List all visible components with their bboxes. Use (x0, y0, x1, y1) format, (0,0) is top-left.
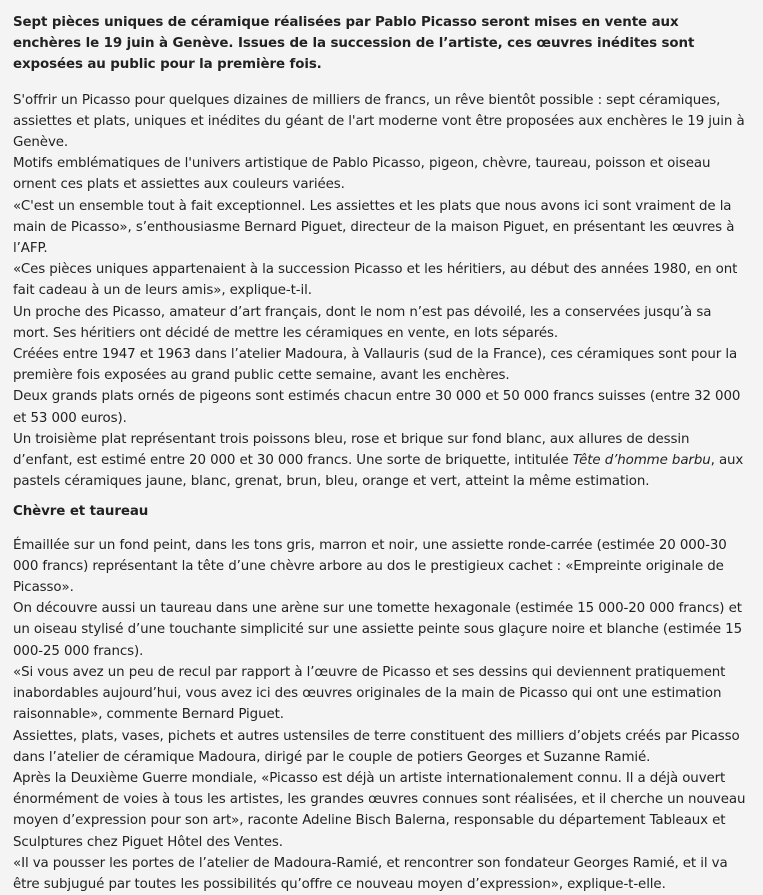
paragraph: Assiettes, plats, vases, pichets et autres ustensiles de terre constituent des milliers d’objets créés par Picasso dans l’atelier de céramique Madoura, dirigé par le couple de potiers Georges et Suzanne Ramié. (13, 728, 740, 765)
paragraph: Motifs emblématiques de l'univers artistique de Pablo Picasso, pigeon, chèvre, taureau, poisson et oiseau ornent ces plats et assiettes aux couleurs variées. (13, 156, 711, 193)
paragraph-text: Un troisième plat représentant trois poissons bleu, rose et brique sur fond blanc, aux allures de dessin d’enfant, est estimé entre 20 000 et 30 000 francs. Une sorte de briquette, intitulée (13, 431, 690, 469)
paragraph: «Ces pièces uniques appartenaient à la succession Picasso et les héritiers, au début des années 1980, en ont fait cadeau à un de leurs amis», explique-t-il. (13, 262, 738, 299)
paragraph: «Il va pousser les portes de l’atelier de Madoura-Ramié, et rencontrer son fondateur Georges Ramié, et il va être subjugué par toutes les possibilités qu’offre ce nouveau moyen d’expression», explique-t-elle. (13, 855, 728, 892)
paragraph: «Si vous avez un peu de recul par rapport à l’œuvre de Picasso et ses dessins qui deviennent pratiquement inabordables aujourd’hui, vous avez ici des œuvres originales de la main de Picasso qui ont une estimation raisonnable», commente Bernard Piguet. (13, 664, 726, 723)
paragraph: «C'est un ensemble tout à fait exceptionnel. Les assiettes et les plats que nous avons ici sont vraiment de la main de Picasso», s’enthousiasme Bernard Piguet, directeur de la maison Piguet, en présentant les œuvres à l’AFP. (13, 198, 735, 257)
paragraph: Après la Deuxième Guerre mondiale, «Picasso est déjà un artiste internationalement connu. Il a déjà ouvert énormément de voies à tous les artistes, les grandes œuvres connues sont réalisées, et il cherche un nouveau moyen d’expression pour son art», raconte Adeline Bisch Balerna, responsable du département Tableaux et Sculptures chez Piguet Hôtel des Ventes. (13, 770, 746, 850)
section-heading: Chèvre et taureau (13, 504, 149, 520)
paragraph: On découvre aussi un taureau dans une arène sur une tomette hexagonale (estimée 15 000-20 000 francs) et un oiseau stylisé d’une touchante simplicité sur une assiette peinte sous glaçure noire et blanche (estimée 15 000-25 000 francs). (13, 601, 743, 659)
paragraph-with-title (13, 429, 751, 493)
artwork-title: Tête d’homme barbu (572, 453, 711, 469)
paragraph-text: , aux pastels céramiques jaune, blanc, grenat, brun, bleu, orange et vert, atteint la même estimation. (13, 453, 744, 490)
paragraph: Émaillée sur un fond peint, dans les tons gris, marron et noir, une assiette ronde-carrée (estimée 20 000-30 000 francs) représentant la tête d’une chèvre arbore au dos le prestigieux cachet : «Empreinte originale de Picasso». (13, 537, 727, 596)
paragraph: S'offrir un Picasso pour quelques dizaines de milliers de francs, un rêve bientôt possible : sept céramiques, assiettes et plats, uniques et inédites du géant de l'art moderne vont être proposées aux enchères le 19 juin à Genève. (13, 92, 745, 151)
paragraph: Deux grands plats ornés de pigeons sont estimés chacun entre 30 000 et 50 000 francs suisses (entre 32 000 et 53 000 euros). (13, 389, 741, 426)
article-lead: Sept pièces uniques de céramique réalisées par Pablo Picasso seront mises en vente aux enchères le 19 juin à Genève. Issues de la succession de l’artiste, ces œuvres inédites sont exposées au public pour la première fois. (13, 15, 695, 73)
paragraph: Un proche des Picasso, amateur d’art français, dont le nom n’est pas dévoilé, les a conservées jusqu’à sa mort. Ses héritiers ont décidé de mettre les céramiques en vente, en lots séparés. (13, 304, 712, 341)
paragraph: Créées entre 1947 et 1963 dans l’atelier Madoura, à Vallauris (sud de la France), ces céramiques sont pour la première fois exposées au grand public cette semaine, avant les enchères. (13, 347, 738, 384)
